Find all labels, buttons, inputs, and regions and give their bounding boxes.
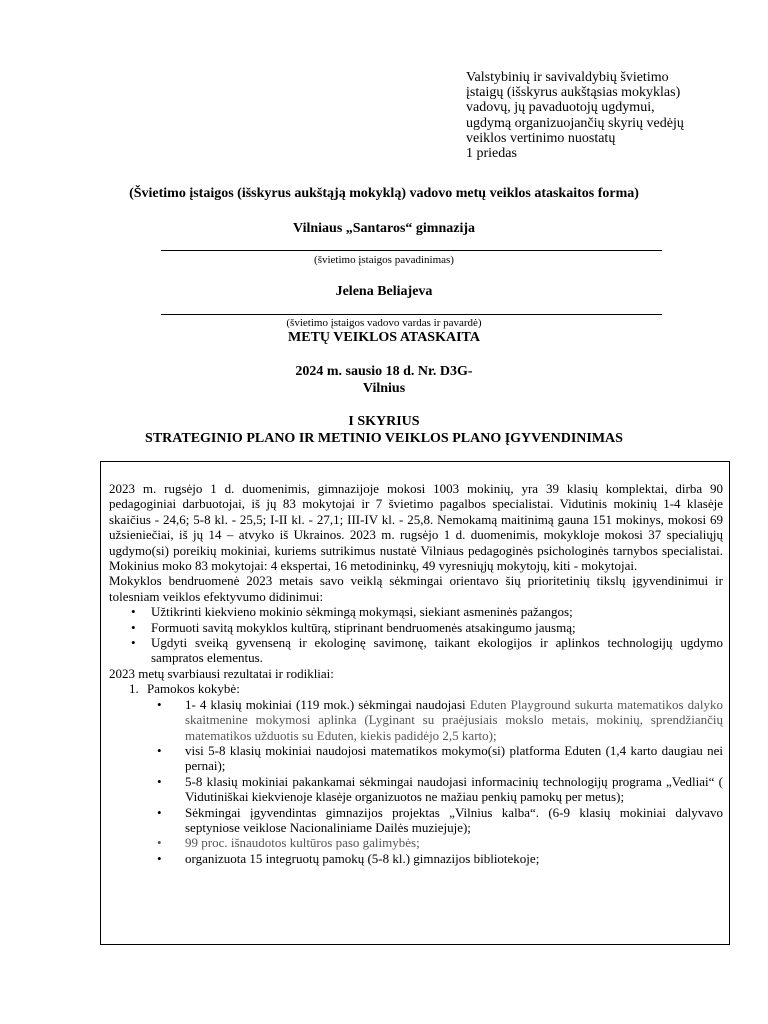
annex-line: vadovų, jų pavaduotojų ugdymui, — [466, 100, 655, 116]
report-city: Vilnius — [362, 381, 406, 396]
result-text: 1- 4 klasių mokiniai (119 mok.) sėkmingai naudojasi — [185, 696, 466, 712]
priorities-list — [109, 604, 723, 666]
institution-rule — [161, 250, 662, 251]
results-number: 1. — [129, 681, 139, 697]
result-item — [147, 697, 723, 743]
head-rule — [161, 314, 662, 315]
priority-item: • Užtikrinti kiekvieno mokinio sėkmingą mokymąsi, siekiant asmeninės pažangos; — [109, 604, 723, 619]
results-sublist — [147, 697, 723, 866]
priority-item: • Formuoti savitą mokyklos kultūrą, stiprinant bendruomenės atsakingumo jausmą; — [109, 620, 723, 635]
result-item: • visi 5-8 klasių mokiniai naudojosi matematikos mokymo(si) platforma Eduten (1,4 karto daugiau nei pernai); — [147, 743, 723, 774]
annex-line: veiklos vertinimo nuostatų — [466, 130, 616, 146]
result-item: • 99 proc. išnaudotos kultūros paso galimybės; — [147, 835, 723, 850]
result-item: • organizuota 15 integruotų pamokų (5-8 kl.) gimnazijos bibliotekoje; — [147, 851, 723, 866]
form-title: (Švietimo įstaigos (išskyrus aukštąją mokyklą) vadovo metų veiklos ataskaitos forma) — [129, 186, 639, 201]
chapter-title: STRATEGINIO PLANO IR METINIO VEIKLOS PLANO ĮGYVENDINIMAS — [145, 431, 623, 446]
priorities-intro: Mokyklos bendruomenė 2023 metais savo veiklą sėkmingai orientavo šių prioritetinių tikslų įgyvendinimui ir tolesniam veiklos efektyvumo didinimui: — [109, 573, 723, 604]
head-name: Jelena Beliajeva — [335, 284, 433, 299]
annex-reference — [466, 70, 746, 161]
results-intro: 2023 metų svarbiausi rezultatai ir rodikliai: — [109, 665, 334, 681]
chapter-content-box — [100, 461, 730, 945]
results-list — [109, 681, 723, 866]
annex-line: Valstybinių ir savivaldybių švietimo — [466, 70, 669, 85]
chapter-number: I SKYRIUS — [348, 414, 420, 429]
result-item: • Sėkmingai įgyvendintas gimnazijos projektas „Vilnius kalba“. (6-9 klasių mokiniai dalyvavo septyniose veiklose Nacionaliniame Dailės muziejuje); — [147, 805, 723, 836]
institution-caption: (švietimo įstaigos pavadinimas) — [314, 254, 454, 266]
institution-name: Vilniaus „Santaros“ gimnazija — [292, 221, 476, 236]
annex-line: 1 priedas — [466, 146, 517, 162]
annex-line: įstaigų (išskyrus aukštąsias mokyklas) — [466, 85, 681, 101]
results-heading: Pamokos kokybė: — [147, 681, 240, 697]
results-section — [109, 681, 723, 866]
result-item: • 5-8 klasių mokiniai pakankamai sėkmingai naudojasi informacinių technologijų programa „Vedliai“ ( Vidutiniškai kiekvienoje klasėje organizuotos ne mažiau penkių pamokų per metus); — [147, 774, 723, 805]
priority-item: • Ugdyti sveiką gyvenseną ir ekologinę savimonę, taikant ekologijos ir aplinkos technologijų ugdymo sampratos elementus. — [109, 635, 723, 666]
head-caption: (švietimo įstaigos vadovo vardas ir pavardė) — [286, 317, 482, 329]
intro-paragraph: 2023 m. rugsėjo 1 d. duomenimis, gimnazijoje mokosi 1003 mokinių, yra 39 klasių komplektai, dirba 90 pedagoginiai darbuotojai, iš jų 83 mokytojai ir 7 švietimo pagalbos specialistai. Vidutinis mokinių 1-4 klasėje skaičius - 24,6; 5-8 kl. - 25,5; I-II kl. - 27,1; III-IV kl. - 25,8. Nemokamą maitinimą gauna 151 mokinys, mokosi 69 užsieniečiai, iš jų 14 – atvyko iš Ukrainos. 2023 m. rugsėjo 1 d. duomenimis, mokykloje mokosi 37 specialiųjų ugdymo(si) poreikių mokiniai, kuriems sutrikimus nustatė Vilniaus pedagoginės psichologinės tarnybos specialistai. Mokinius moko 83 mokytojai: 4 ekspertai, 16 metodininkų, 49 vyresniųjų mokytojų, kiti - mokytojai. — [109, 481, 723, 574]
result-text-highlight: Eduten Playground sukurta matematikos dalyko skaitmenine mokymosi aplinka (Lyginant su praėjusiais mokslo metais, mokinių, sprendžiančių matematikos užduotis su Eduten, kiekis padidėjo 2,5 karto); — [185, 696, 723, 743]
annex-line: ugdymą organizuojančių skyrių vedėjų — [466, 115, 684, 131]
report-date: 2024 m. sausio 18 d. Nr. D3G- — [295, 364, 473, 379]
report-title: METŲ VEIKLOS ATASKAITA — [288, 330, 480, 345]
